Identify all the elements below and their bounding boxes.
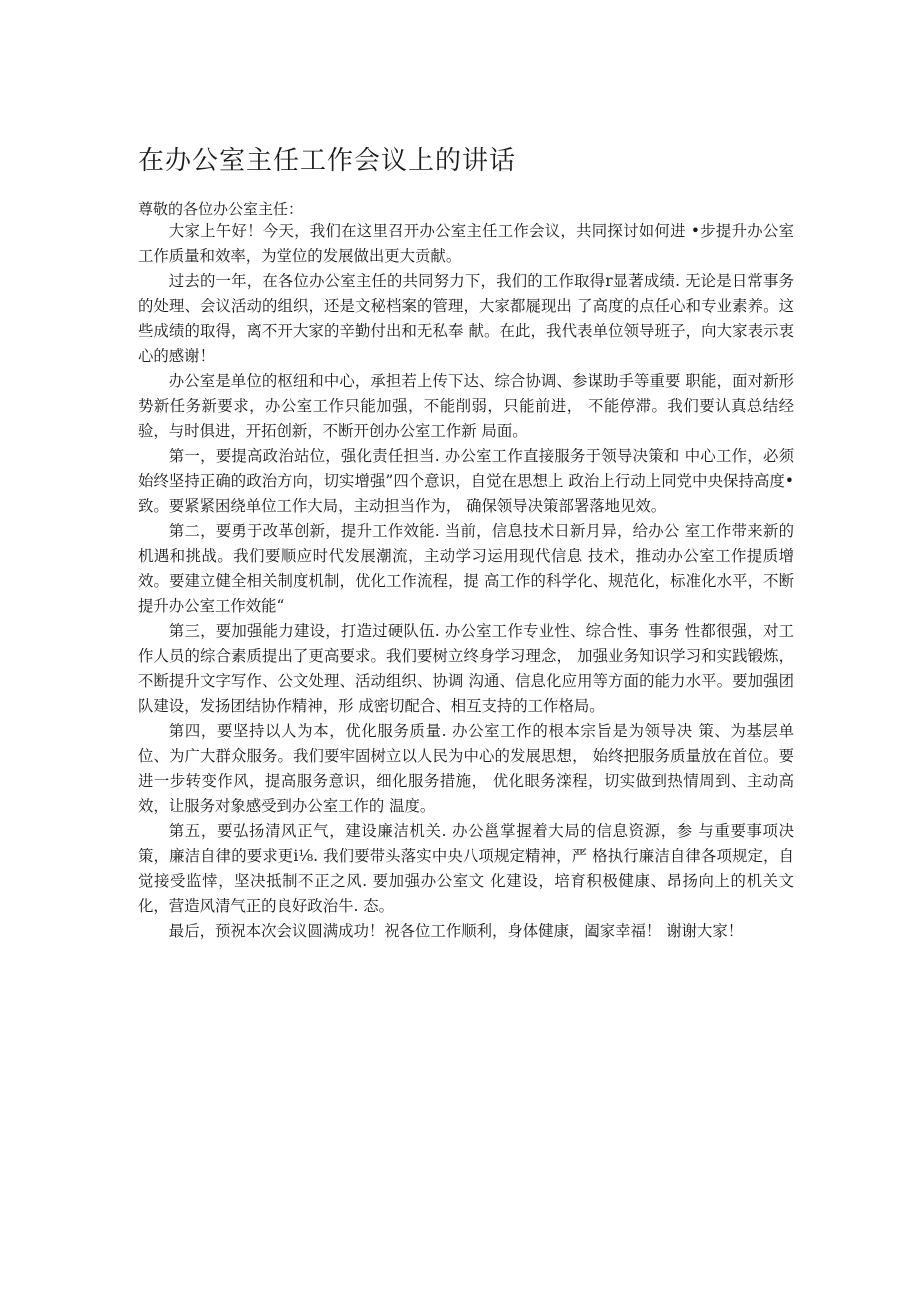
document-body — [138, 219, 794, 944]
document-title: 在办公室主任工作会议上的讲话 — [138, 146, 517, 176]
paragraph-point-2: 第二，要勇于改革创新，提升工作效能. 当前，信息技术日新月异，给办公 室工作带来新的机遇和挑战。我们要顺应时代发展潮流，主动学习运用现代信息 技术，推动办公室工作提质增效。要建立健全相关制度机制，优化工作流程，提 高工作的科学化、规范化，标准化水平，不断提升办公室工作效能“ — [138, 522, 794, 615]
paragraph-review: 过去的一年，在各位办公室主任的共同努力下，我们的工作取得r显著成绩. 无论是日常事务的处理、会议活动的组织，还是文秘档案的管理，大家都屣现出 了高度的点任心和专业素养。这些成绩的取得，离不开大家的辛勤付出和无私奉 献。在此，我代表单位领导班子，向大家表示衷心的感谢！ — [138, 272, 794, 365]
salutation: 尊敬的各位办公室主任： — [138, 200, 304, 218]
paragraph-point-1: 第一，要提高政治站位，强化责任担当. 办公室工作直接服务于领导决策和 中心工作，必须始终坚持正确的政治方向，切实增强”四个意识，自觉在思想上 政治上行动上同党中央保持高度•致。要紧紧困绕单位工作大局，主动担当作为， 确保领导决策部署落地见效。 — [138, 447, 794, 515]
paragraph-closing: 最后，预祝本次会议圆满成功！祝各位工作顺利，身体健康，阖家幸福！ 谢谢大家！ — [168, 922, 744, 940]
paragraph-point-4: 第四，要坚持以人为本，优化服务质量. 办公室工作的根本宗旨是为领导决 策、为基层单位、为广大群众服务。我们要牢固树立以人民为中心的发展思想， 始终把服务质量放在首位。要进一步转变作风，提高服务意识，细化服务措施， 优化眼务滦程，切实做到热情周到、主动高效，让服务对象感受到办公室工作的 温度。 — [138, 722, 794, 815]
paragraph-greeting: 大家上午好！今天，我们在这里召开办公室主任工作会议，共同探讨如何进 •步提升办公室工作质量和效率，为堂位的发展做出更大贡献。 — [138, 222, 794, 265]
paragraph-point-5: 第五，要弘扬清风正气，建设廉洁机关. 办公邕掌握着大局的信息资源，参 与重要事项决策，廉洁自律的要求更i⅛. 我们要带头落实中央八项规定精神，严 格执行廉洁自律各项规定，自觉接受监悻，坚决抵制不正之风. 要加强办公室文 化建设，培育积极健康、昂扬向上的机关文化，营造风清气正的良好政治牛. 态。 — [138, 822, 794, 915]
paragraph-role: 办公室是单位的枢纽和中心，承担若上传下达、综合协调、参谋助手等重要 职能，面对新形势新任务新要求，办公室工作只能加强，不能削弱，只能前进， 不能停滞。我们要认真总结经验，与时俱进，开拓创新，不断开创办公室工作新 局面。 — [138, 372, 794, 440]
paragraph-point-3: 第三，要加强能力建设，打造过硬队伍. 办公室工作专业性、综合性、事务 性都很强，对工作人员的综合素质提出了更高要求。我们要树立终身学习理念， 加强业务知识学习和实践锻炼，不断提升文字写作、公文处理、活动组织、协调 沟通、信息化应用等方面的能力水平。要加强团队建设，发扬团结协作精神，形 成密切配合、相互支持的工作格局。 — [138, 622, 794, 715]
